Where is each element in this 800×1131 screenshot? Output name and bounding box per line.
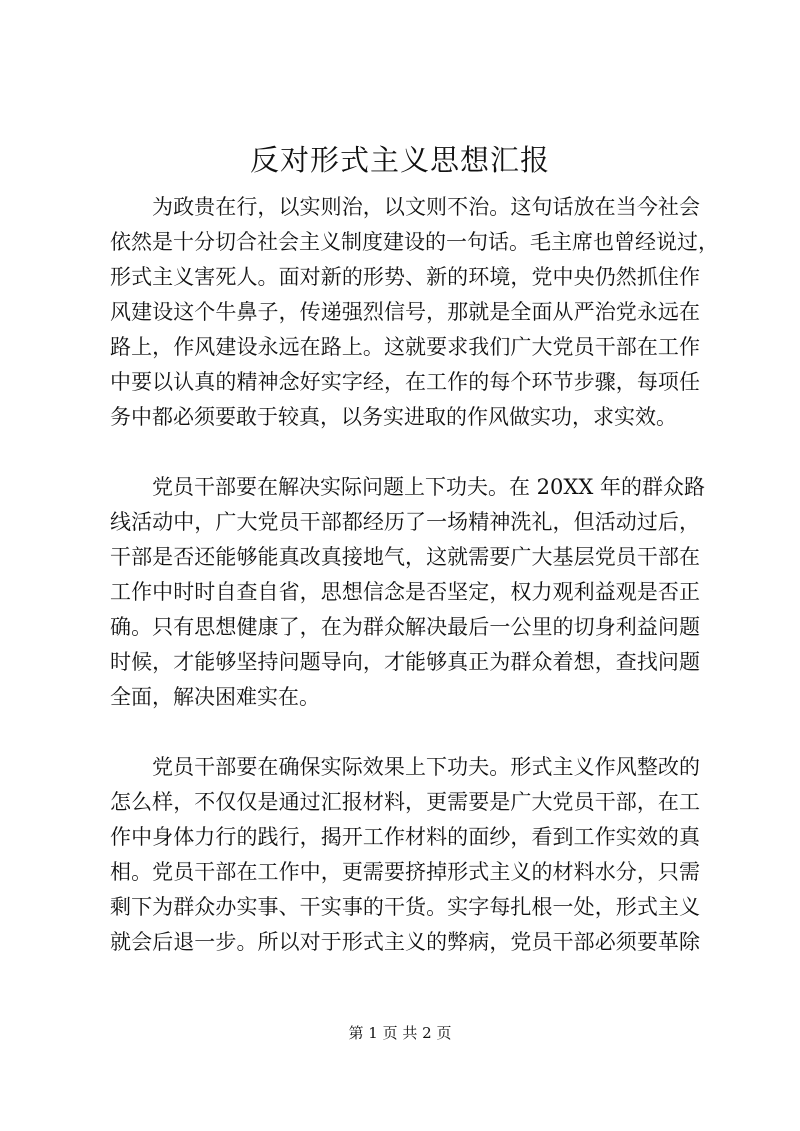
paragraph-2-line-5: 确。只有思想健康了，在为群众解决最后一公里的切身利益问题 — [110, 615, 700, 639]
document-title: 反对形式主义思想汇报 — [249, 143, 550, 177]
paragraph-1-line-6: 中要以认真的精神念好实字经，在工作的每个环节步骤，每项任 — [110, 370, 700, 394]
paragraph-2-line-1: 党员干部要在解决实际问题上下功夫。在 20XX 年的群众路 — [152, 475, 705, 499]
paragraph-1-line-2: 依然是十分切合社会主义制度建设的一句话。毛主席也曾经说过， — [110, 230, 719, 254]
paragraph-2-line-7: 全面，解决困难实在。 — [110, 685, 320, 709]
paragraph-1-line-3: 形式主义害死人。面对新的形势、新的环境，党中央仍然抓住作 — [110, 265, 700, 289]
paragraph-3-line-1: 党员干部要在确保实际效果上下功夫。形式主义作风整改的 — [152, 755, 700, 779]
paragraph-2-line-3: 干部是否还能够能真改真接地气，这就需要广大基层党员干部在 — [110, 545, 700, 569]
paragraph-1-line-4: 风建设这个牛鼻子，传递强烈信号，那就是全面从严治党永远在 — [110, 300, 700, 324]
paragraph-2-line-2: 线活动中，广大党员干部都经历了一场精神洗礼，但活动过后， — [110, 510, 700, 534]
paragraph-2-line-6: 时候，才能够坚持问题导向，才能够真正为群众着想，查找问题 — [110, 650, 700, 674]
paragraph-3-line-2: 怎么样，不仅仅是通过汇报材料，更需要是广大党员干部，在工 — [110, 790, 700, 814]
paragraph-3-line-6: 就会后退一步。所以对于形式主义的弊病，党员干部必须要革除 — [110, 930, 700, 954]
paragraph-3-line-5: 剩下为群众办实事、干实事的干货。实字每扎根一处，形式主义 — [110, 895, 700, 919]
paragraph-1-line-5: 路上，作风建设永远在路上。这就要求我们广大党员干部在工作 — [110, 335, 700, 359]
paragraph-3-line-4: 相。党员干部在工作中，更需要挤掉形式主义的材料水分，只需 — [110, 860, 700, 884]
page-footer: 第 1 页 共 2 页 — [348, 1024, 452, 1042]
paragraph-1-line-1: 为政贵在行，以实则治，以文则不治。这句话放在当今社会 — [152, 195, 700, 219]
paragraph-3-line-3: 作中身体力行的践行，揭开工作材料的面纱，看到工作实效的真 — [110, 825, 700, 849]
paragraph-1-line-7: 务中都必须要敢于较真，以务实进取的作风做实功，求实效。 — [110, 405, 677, 429]
paragraph-2-line-4: 工作中时时自查自省，思想信念是否坚定，权力观利益观是否正 — [110, 580, 700, 604]
